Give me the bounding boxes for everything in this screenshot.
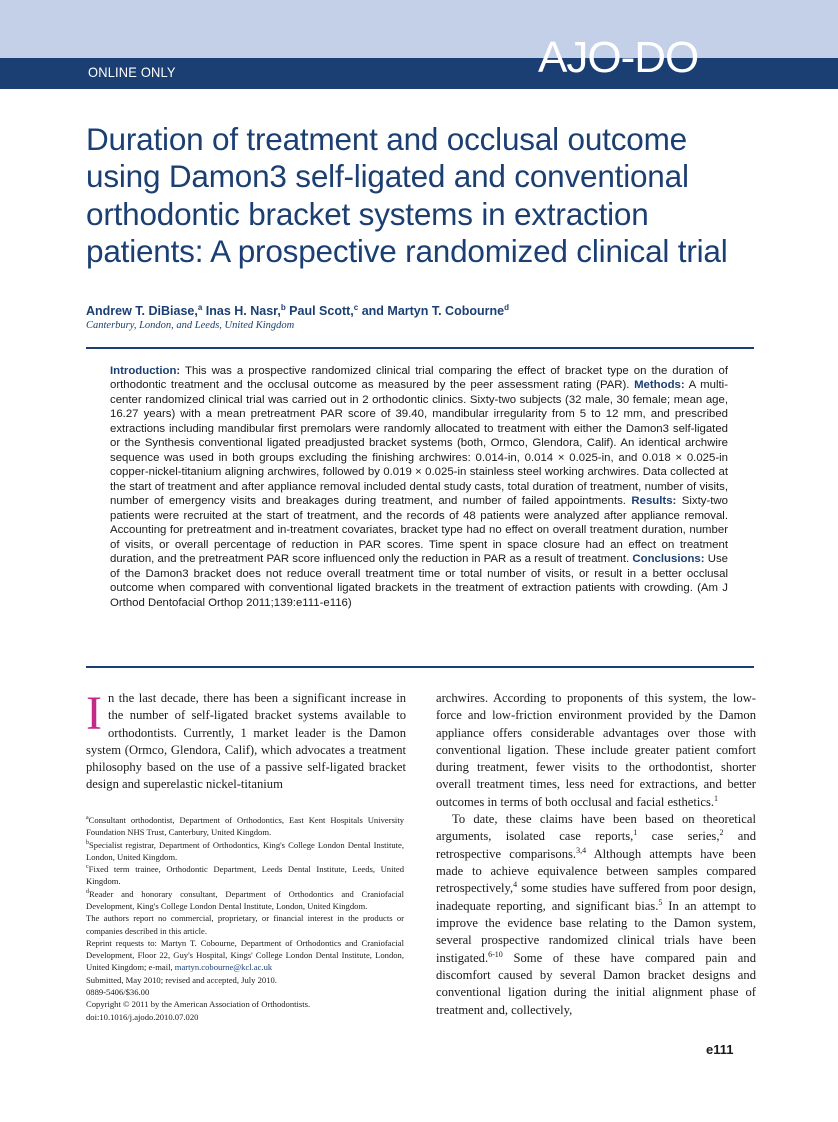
citation: 4 [513,880,518,890]
title-line: patients: A prospective randomized clinical trial [86,233,728,270]
author-name: Andrew T. DiBiase, [86,304,198,319]
doi[interactable]: doi:10.1016/j.ajodo.2010.07.020 [86,1011,199,1022]
abstract-conclusions-label: Conclusions: [632,553,705,566]
copyright: Copyright © 2011 by the American Association of Orthodontists. [86,999,311,1010]
header-band [0,0,838,58]
email-link[interactable]: martyn.cobourne@kcl.ac.uk [174,962,273,973]
title-line: orthodontic bracket systems in extraction [86,195,649,232]
author-affil-mark: c [353,303,359,312]
abstract [110,364,728,610]
author-name: Inas H. Nasr, [202,304,281,319]
citation: 1 [714,793,719,803]
title-line: Duration of treatment and occlusal outcome [86,121,687,157]
author-affil-mark: b [280,303,286,312]
footnote-a: Consultant orthodontist, Department of Orthodontics, East Kent Hospitals University Foundation NHS Trust, Canterbury, United Kingdom. [86,815,404,838]
author-affil-mark: a [197,303,203,312]
citation: 2 [719,828,724,838]
citation: 6-10 [488,949,503,959]
abstract-top-rule [86,347,754,349]
abstract-introduction-label: Introduction: [110,365,181,377]
citation: 5 [658,897,663,907]
author-name: and Martyn T. Cobourne [358,304,505,319]
citation: 1 [633,828,638,838]
abstract-conclusions: Use of the Damon3 bracket does not reduce overall treatment time or total number of visits, or result in a better occlusal outcome when compared with conventional ligated brackets in the treatment of extraction patients with crowding. (Am J Orthod Dentofacial Orthop 2011;139:e111-e116) [110,553,728,609]
body-right-column [436,690,756,1019]
title-line: using Damon3 self-ligated and conventional [86,158,689,195]
journal-logo: AJO-DO [538,33,699,82]
body-paragraph: archwires. According to proponents of this system, the low-force and low-friction environment provided by the Damon appliance offers considerable advantages over those with conventional ligation. These include greater patient comfort during treatment, fewer visits to the orthodontist, shorter overall treatment times, less need for extractions, and better outcomes in terms of both occlusal and facial esthetics.$^1$ [436,691,756,809]
article-title [86,121,786,271]
abstract-introduction: This was a prospective randomized clinical trial comparing the effect of bracket type on the duration of orthodontic treatment and the occlusal outcome as measured by the peer assessment rating (PAR). [110,365,728,392]
page-number: e111 [706,1042,734,1057]
abstract-results-label: Results: [631,495,677,508]
drop-cap: I [86,687,102,740]
footnote-c: Fixed term trainee, Orthodontic Department, Leeds Dental Institute, Leeds, United Kingdom. [86,864,404,887]
intro-paragraph [86,687,406,794]
footnote-d: Reader and honorary consultant, Department of Orthodontics and Craniofacial Development, King's College London Dental Institute, London, United Kingdom. [86,888,404,911]
affiliation: Canterbury, London, and Leeds, United Kingdom [86,320,295,331]
footnote-b: Specialist registrar, Department of Orthodontics, King's College London Dental Institute, London, United Kingdom. [86,839,404,862]
intro-text: n the last decade, there has been a significant increase in the number of self-ligated bracket systems available to orthodontists. Currently, 1 market leader is the Damon system (Ormco, Glendora, Calif), which advocates a treatment philosophy based on the use of a passive self-ligated bracket design and superelastic nickel-titanium [86,691,406,792]
abstract-methods: A multi-center randomized clinical trial was carried out in 2 orthodontic clinics. Sixty-two subjects (32 male, 30 female; mean age, 16.27 years) with a mean pretreatment PAR score of 39.40, mandibular irregularity from 5 to 12 mm, and prescribed extractions including mandibular first premolars were randomly allocated to treatment with either the Damon3 self-ligated or the Synthesis conventional ligated preadjusted bracket systems (both, Ormco, Glendora, Calif). An identical archwire sequence was used in both groups excluding the finishing archwires: 0.014-in, 0.014 × 0.025-in, and 0.018 × 0.025-in copper-nickel-titanium aligning archwires, followed by 0.019 × 0.025-in stainless steel working archwires. Data collected at the start of treatment and after appliance removal included dental study casts, total duration of treatment, number of visits, number of emergency visits and breakages during treatment, and number of failed appointments. [110,379,729,508]
author-list [86,303,509,318]
abstract-bottom-rule [86,666,754,668]
body-left-column [86,687,406,794]
conflict-statement: The authors report no commercial, proprietary, or financial interest in the products or companies described in this article. [86,913,404,936]
reprint-request: Reprint requests to: Martyn T. Cobourne, Department of Orthodontics and Craniofacial Development, Floor 22, Guy's Hospital, Kings' College London Dental Institute, London, United Kingdom; e-mail, [86,937,404,973]
author-affil-mark: d [504,303,509,312]
submission-dates: Submitted, May 2010; revised and accepted, July 2010. [86,974,277,985]
body-paragraph: To date, these claims have been based on theoretical arguments, isolated case reports,$^1$ case series,$^2$ and retrospective comparisons.$^{3,4}$ Although attempts have been made to achieve equivalence between samples compared retrospectively,$^4$ some studies have suffered from poor design, inadequate reporting, and significant bias.$^5$ In an attempt to improve the evidence base relating to the Damon system, several prospective randomized clinical trials have been instigated.$^{6-10}$ Some of these have compared pain and discomfort caused by several Damon bracket designs and conventional ligation during the initial alignment phase of treatment and, collectively, [436,811,756,1017]
author-name: Paul Scott, [285,304,354,319]
abstract-results: Sixty-two patients were recruited at the start of treatment, and the records of 48 patients were analyzed after appliance removal. Accounting for pretreatment and in-treatment covariates, bracket type had no effect on overall treatment duration, number of visits, or overall percentage of reduction in PAR scores. Time spent in space closure had an effect on treatment duration, and the pretreatment PAR score influenced only the reduction in PAR as a result of treatment. [110,495,728,566]
section-label: ONLINE ONLY [88,64,176,80]
issn: 0889-5406/$36.00 [86,986,150,997]
abstract-methods-label: Methods: [634,379,685,392]
citation: 3,4 [576,845,587,855]
footnotes: $^a$Consultant orthodontist, Department of Orthodontics, East Kent Hospitals University Foundation NHS Trust, Canterbury, United Kingdom. $^b$Specialist registrar, Department of Orthodontics, King's College London Dental Institute, London, United Kingdom. $^c$Fixed term trainee, Orthodontic Department, Leeds Dental Institute, Leeds, United Kingdom. $^d$Reader and honorary consultant, Department of Orthodontics and Craniofacial Development, King's College London Dental Institute, London, United Kingdom. The authors report no commercial, proprietary, or financial interest in the products or companies described in this article. Reprint requests to: Martyn T. Cobourne, Department of Orthodontics and Craniofacial Development, Floor 22, Guy's Hospital, Kings' College London Dental Institute, London, United Kingdom; e-mail, martyn.cobourne@kcl.ac.uk Submitted, May 2010; revised and accepted, July 2010. 0889-5406/$36.00 Copyright © 2011 by the American Association of Orthodontists. doi:10.1016/j.ajodo.2010.07.020 [86,815,404,1022]
